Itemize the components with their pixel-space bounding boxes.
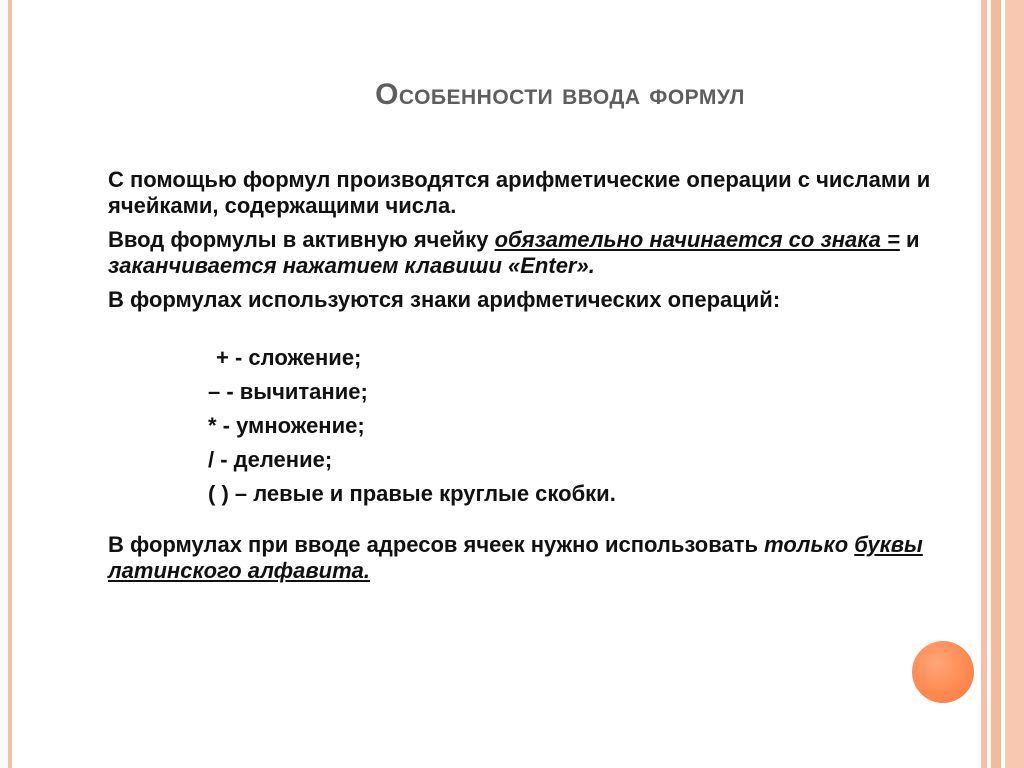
paragraph-operations-intro: В формулах используются знаки арифметических операций: <box>108 287 781 312</box>
operation-item-division: / - деление; <box>208 447 333 472</box>
paragraph-formulas-intro: С помощью формул производятся арифметические операции с числами и ячейками, содержащими числа. <box>108 167 931 218</box>
operation-item-subtraction: – - вычитание; <box>208 379 368 404</box>
body-text <box>108 167 978 321</box>
operations-list <box>208 341 808 511</box>
text-emphasis-underlined: обязательно начинается со знака = <box>494 227 900 252</box>
left-frame-line <box>8 0 12 768</box>
operation-item-multiplication: * - умножение; <box>208 413 365 438</box>
paragraph-latin-letters <box>108 532 988 584</box>
text-segment: и <box>899 227 920 252</box>
slide-title: Особенности ввода формул <box>375 78 745 111</box>
operation-item-addition: + - сложение; <box>216 345 362 370</box>
text-emphasis-underlined: буквы латинского алфавита. <box>108 532 923 583</box>
text-segment: Ввод формулы в активную ячейку <box>108 227 495 252</box>
decorative-orange-circle <box>912 641 974 703</box>
operation-item-parentheses: ( ) – левые и правые круглые скобки. <box>208 481 616 506</box>
text-segment: В формулах при вводе адресов ячеек нужно использовать <box>108 532 765 557</box>
text-emphasis-italic: только <box>764 532 855 557</box>
text-emphasis-italic: заканчивается нажатием клавиши «Enter». <box>108 253 595 278</box>
paragraph-formula-input <box>108 227 978 279</box>
right-decorative-stripes <box>984 0 1024 768</box>
